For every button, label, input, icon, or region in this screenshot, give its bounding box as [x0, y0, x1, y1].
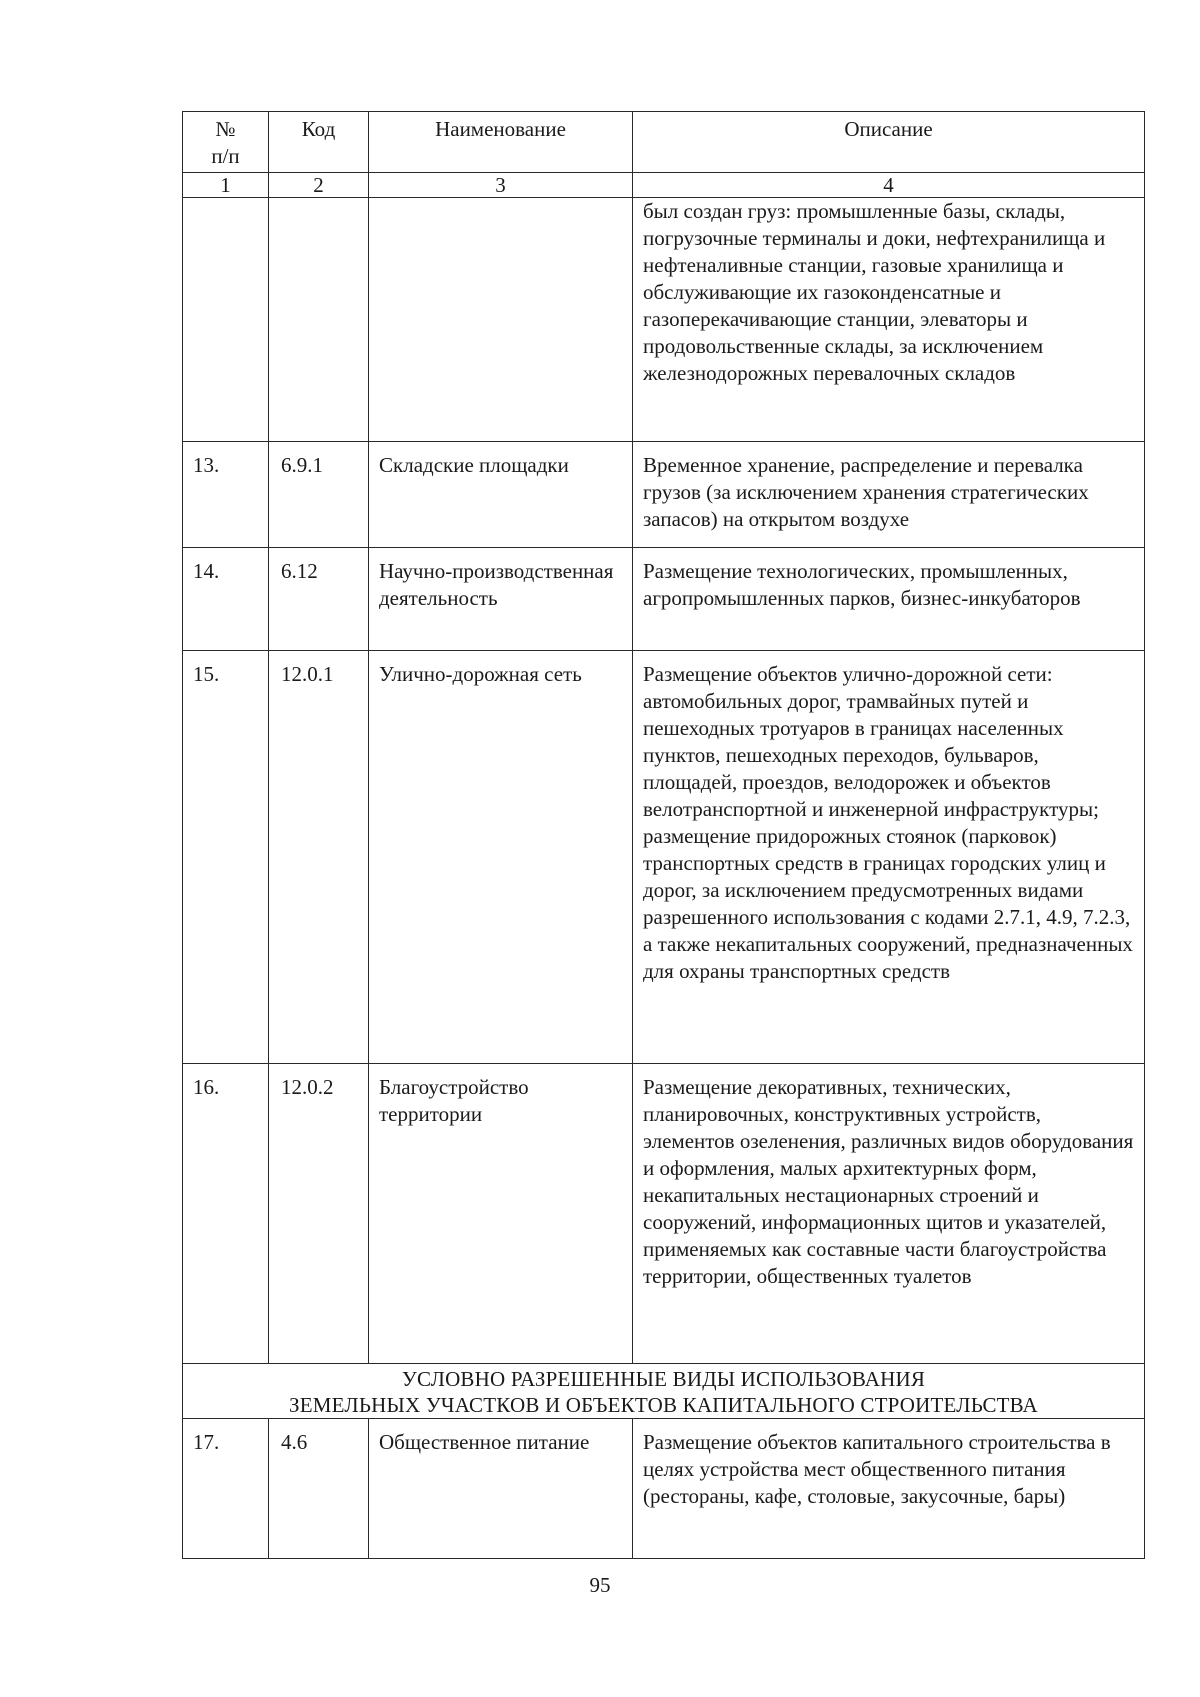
cell-name: Улично-дорожная сеть — [369, 651, 633, 1064]
land-use-table — [182, 111, 1145, 1559]
column-number: 4 — [633, 173, 1145, 198]
cell-num: 13. — [183, 442, 269, 548]
table-row — [183, 548, 1145, 651]
cell-desc: Размещение декоративных, технических, планировочных, конструктивных устройств, элементов озеленения, различных видов оборудования и оформления, малых архитектурных форм, некапитальных нестационарных строений и сооружений, информационных щитов и указателей, применяемых как составные части благоустройства территории, общественных туалетов — [633, 1064, 1145, 1364]
column-number: 1 — [183, 173, 269, 198]
cell-desc: Временное хранение, распределение и перевалка грузов (за исключением хранения стратегических запасов) на открытом воздухе — [633, 442, 1145, 548]
table-row — [183, 1064, 1145, 1364]
cell-desc: Размещение объектов капитального строительства в целях устройства мест общественного питания (рестораны, кафе, столовые, закусочные, бары) — [633, 1419, 1145, 1559]
cell-desc: был создан груз: промышленные базы, склады, погрузочные терминалы и доки, нефтехранилища и нефтеналивные станции, газовые хранилища и обслуживающие их газоконденсатные и газоперекачивающие станции, элеваторы и продовольственные склады, за исключением железнодорожных перевалочных складов — [633, 198, 1145, 442]
cell-num: 17. — [183, 1419, 269, 1559]
cell-code — [269, 198, 369, 442]
table-row — [183, 651, 1145, 1064]
cell-num: 15. — [183, 651, 269, 1064]
table-row — [183, 442, 1145, 548]
table-header-row — [183, 112, 1145, 173]
column-number: 2 — [269, 173, 369, 198]
cell-desc: Размещение объектов улично-дорожной сети: автомобильных дорог, трамвайных путей и пешеходных тротуаров в границах населенных пунктов, пешеходных переходов, бульваров, площадей, проездов, велодорожек и объектов велотранспортной и инженерной инфраструктуры; размещение придорожных стоянок (парковок) транспортных средств в границах городских улиц и дорог, за исключением предусмотренных видами разрешенного использования с кодами 2.7.1, 4.9, 7.2.3, а также некапитальных сооружений, предназначенных для охраны транспортных средств — [633, 651, 1145, 1064]
cell-code: 12.0.2 — [269, 1064, 369, 1364]
section-heading: УСЛОВНО РАЗРЕШЕННЫЕ ВИДЫ ИСПОЛЬЗОВАНИЯ ЗЕМЕЛЬНЫХ УЧАСТКОВ И ОБЪЕКТОВ КАПИТАЛЬНОГО СТРОИТЕЛЬСТВА — [183, 1364, 1145, 1419]
table-row — [183, 1419, 1145, 1559]
cell-name — [369, 198, 633, 442]
table-row-continuation — [183, 198, 1145, 442]
cell-code: 4.6 — [269, 1419, 369, 1559]
cell-name: Научно-производственная деятельность — [369, 548, 633, 651]
cell-desc: Размещение технологических, промышленных, агропромышленных парков, бизнес-инкубаторов — [633, 548, 1145, 651]
column-number-row — [183, 173, 1145, 198]
header-desc: Описание — [633, 112, 1145, 173]
cell-name: Благоустройство территории — [369, 1064, 633, 1364]
cell-code: 6.9.1 — [269, 442, 369, 548]
header-num: № п/п — [183, 112, 269, 173]
page-number: 95 — [589, 1573, 611, 1597]
cell-num — [183, 198, 269, 442]
section-heading-row — [183, 1364, 1145, 1419]
cell-num: 16. — [183, 1064, 269, 1364]
column-number: 3 — [369, 173, 633, 198]
cell-name: Складские площадки — [369, 442, 633, 548]
cell-code: 12.0.1 — [269, 651, 369, 1064]
header-code: Код — [269, 112, 369, 173]
cell-num: 14. — [183, 548, 269, 651]
header-name: Наименование — [369, 112, 633, 173]
cell-code: 6.12 — [269, 548, 369, 651]
cell-name: Общественное питание — [369, 1419, 633, 1559]
